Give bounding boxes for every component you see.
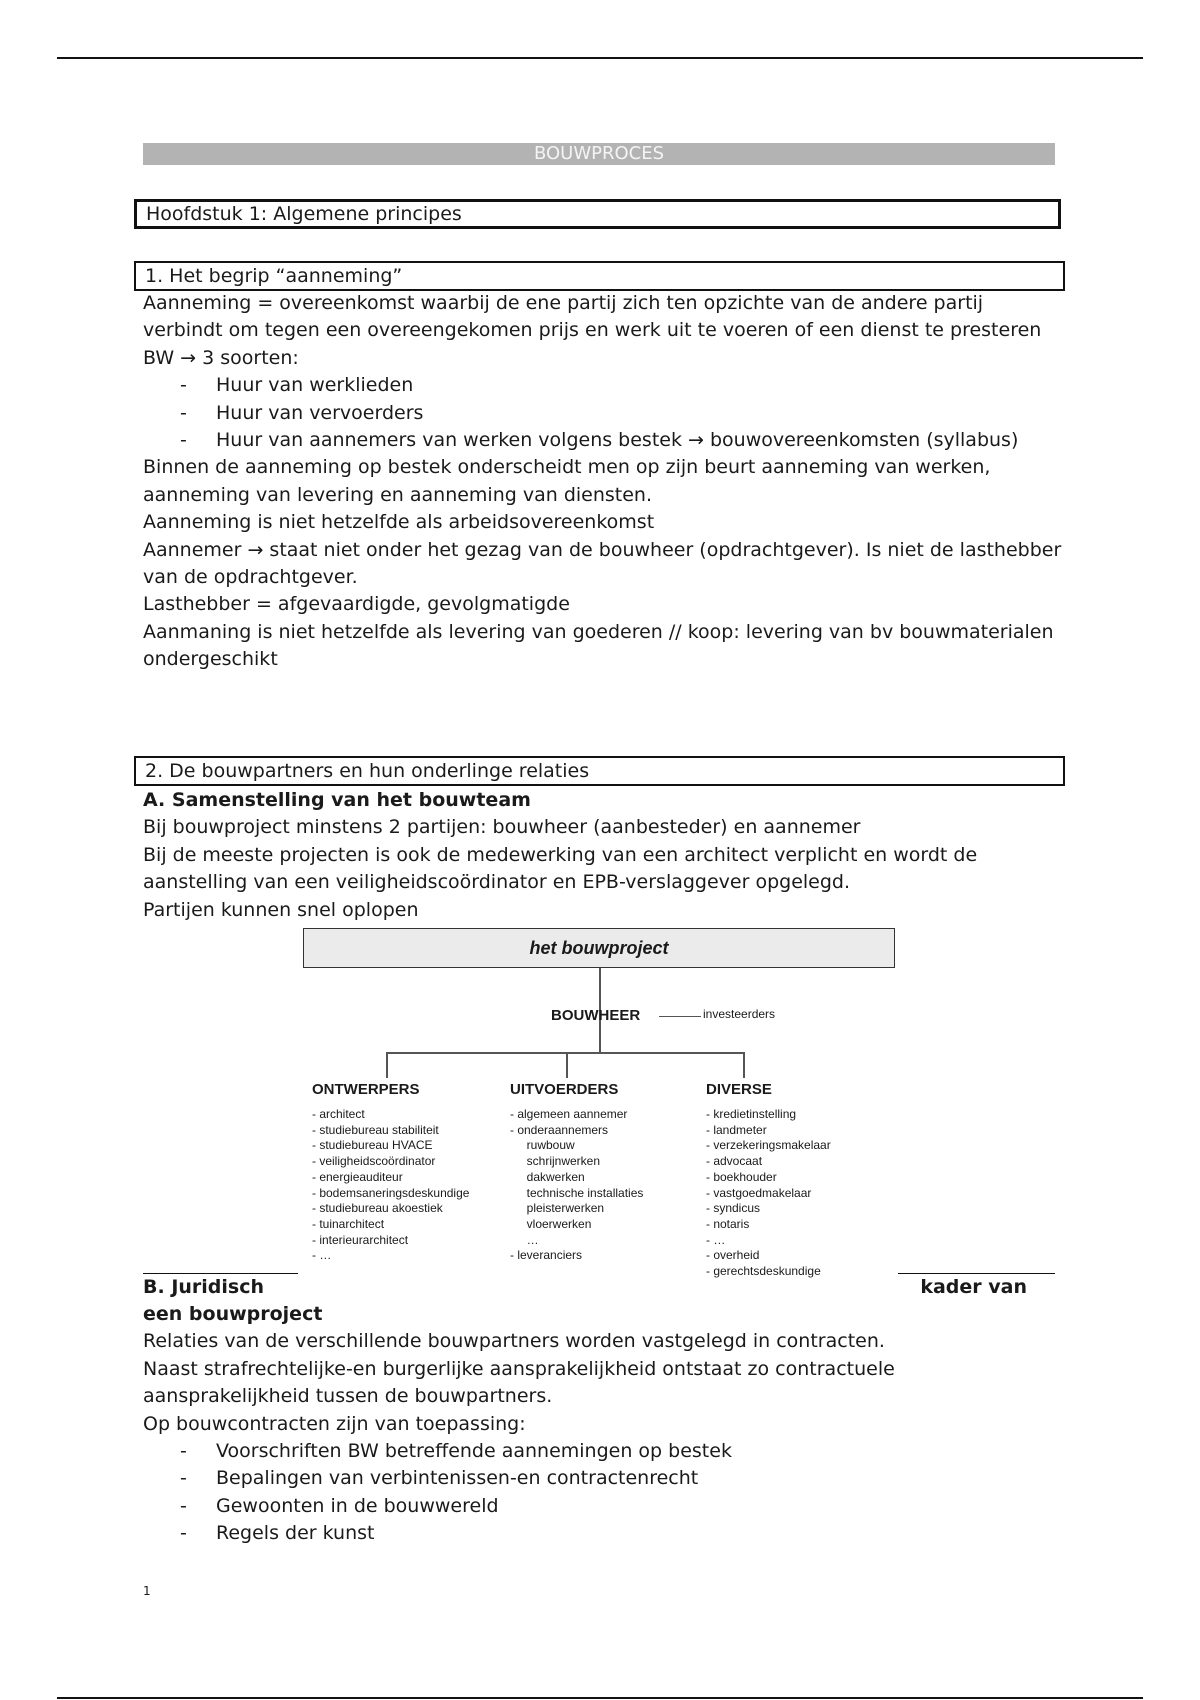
subheading-b-right: kader van (920, 1276, 1027, 1298)
subheading-b-continued: een bouwproject (143, 1303, 323, 1325)
diagram-head: het bouwproject (303, 928, 895, 968)
divider (143, 1273, 298, 1274)
header-rule (57, 57, 1143, 59)
paragraph: Aanneming is niet hetzelfde als arbeidsovereenkomst (143, 511, 655, 534)
footer-rule (57, 1697, 1143, 1699)
list (143, 1438, 1063, 1548)
connector-line (599, 1031, 601, 1053)
subheading-a: A. Samenstelling van het bouwteam (143, 789, 531, 811)
diagram-col-ontwerpers-items: - architect - studiebureau stabiliteit - studiebureau HVACE - veiligheidscoördinator - energieauditeur - bodemsaneringsdeskundige - studiebureau akoestiek - tuinarchitect - interieurarchitect - … (312, 1107, 470, 1263)
connector-line (386, 1052, 744, 1054)
paragraph: Naast strafrechtelijke-en burgerlijke aansprakelijkheid ontstaat zo contractuele aansprakelijkheid tussen de bouwpartners. (143, 1357, 895, 1408)
paragraph: Aannemer → staat niet onder het gezag van de bouwheer (opdrachtgever). Is niet de lasthebber van de opdrachtgever. (143, 538, 1062, 589)
paragraph: Relaties van de verschillende bouwpartners worden vastgelegd in contracten. (143, 1330, 885, 1353)
diagram-investeerders: investeerders (703, 1007, 776, 1021)
list-item: - Voorschriften BW betreffende aannemingen op bestek (180, 1440, 732, 1463)
connector-line (386, 1052, 388, 1078)
chapter-heading: Hoofdstuk 1: Algemene principes (134, 199, 1061, 229)
section-2-heading: 2. De bouwpartners en hun onderlinge relaties (134, 756, 1065, 786)
diagram-bouwheer: BOUWHEER (551, 1007, 641, 1024)
diagram-col-uitvoerders: UITVOERDERS (510, 1081, 619, 1098)
connector-line (743, 1052, 745, 1078)
list-item: - Huur van vervoerders (180, 401, 424, 424)
section-1-heading: 1. Het begrip “aanneming” (134, 261, 1065, 291)
diagram-col-diverse-items: - kredietinstelling - landmeter - verzekeringsmakelaar - advocaat - boekhouder - vastgoedmakelaar - syndicus - notaris - … - overheid - gerechtsdeskundige (706, 1107, 831, 1279)
paragraph: Aanmaning is niet hetzelfde als levering van goederen // koop: levering van bv bouwmaterialen ondergeschikt (143, 620, 1054, 671)
section-2-body (143, 787, 1063, 924)
divider (898, 1273, 1055, 1274)
paragraph: Bij bouwproject minstens 2 partijen: bouwheer (aanbesteder) en aannemer (143, 816, 861, 839)
list-item: - Huur van aannemers van werken volgens bestek → bouwovereenkomsten (syllabus) (180, 429, 1019, 452)
connector-line (659, 1016, 701, 1017)
paragraph: Partijen kunnen snel oplopen (143, 898, 419, 921)
diagram-col-diverse: DIVERSE (706, 1081, 772, 1098)
paragraph: Lasthebber = afgevaardigde, gevolgmatigde (143, 593, 570, 616)
subheading-b-left: B. Juridisch (143, 1276, 265, 1298)
connector-line (566, 1052, 568, 1078)
list-item: - Gewoonten in de bouwwereld (180, 1494, 499, 1517)
paragraph: Aanneming = overeenkomst waarbij de ene partij zich ten opzichte van de andere partij verbindt om tegen een overeengekomen prijs en werk uit te voeren of een dienst te presteren (143, 292, 1042, 342)
list-item: - Regels der kunst (180, 1522, 375, 1545)
paragraph: Binnen de aanneming op bestek onderscheidt men op zijn beurt aanneming van werken, aanneming van levering en aanneming van diensten. (143, 456, 991, 506)
document-title: BOUWPROCES (143, 143, 1055, 165)
diagram-col-uitvoerders-items: - algemeen aannemer - onderaannemers ruwbouw schrijnwerken dakwerken technische installaties pleisterwerken vloerwerken … - leveranciers (510, 1107, 644, 1263)
connector-line (599, 968, 601, 1038)
paragraph: Bij de meeste projecten is ook de medewerking van een architect verplicht en wordt de aanstelling van een veiligheidscoördinator en EPB-verslaggever opgelegd. (143, 843, 978, 894)
diagram-col-ontwerpers: ONTWERPERS (312, 1081, 420, 1098)
paragraph: BW → 3 soorten: (143, 346, 299, 369)
bouwproject-diagram (303, 928, 903, 1283)
section-1-body (143, 290, 1063, 674)
paragraph: Op bouwcontracten zijn van toepassing: (143, 1412, 526, 1435)
list-item: - Bepalingen van verbintenissen-en contractenrecht (180, 1467, 699, 1490)
section-2b-body (143, 1301, 1063, 1548)
list-item: - Huur van werklieden (180, 374, 414, 397)
list (143, 372, 1063, 454)
page-number: 1 (143, 1584, 151, 1598)
